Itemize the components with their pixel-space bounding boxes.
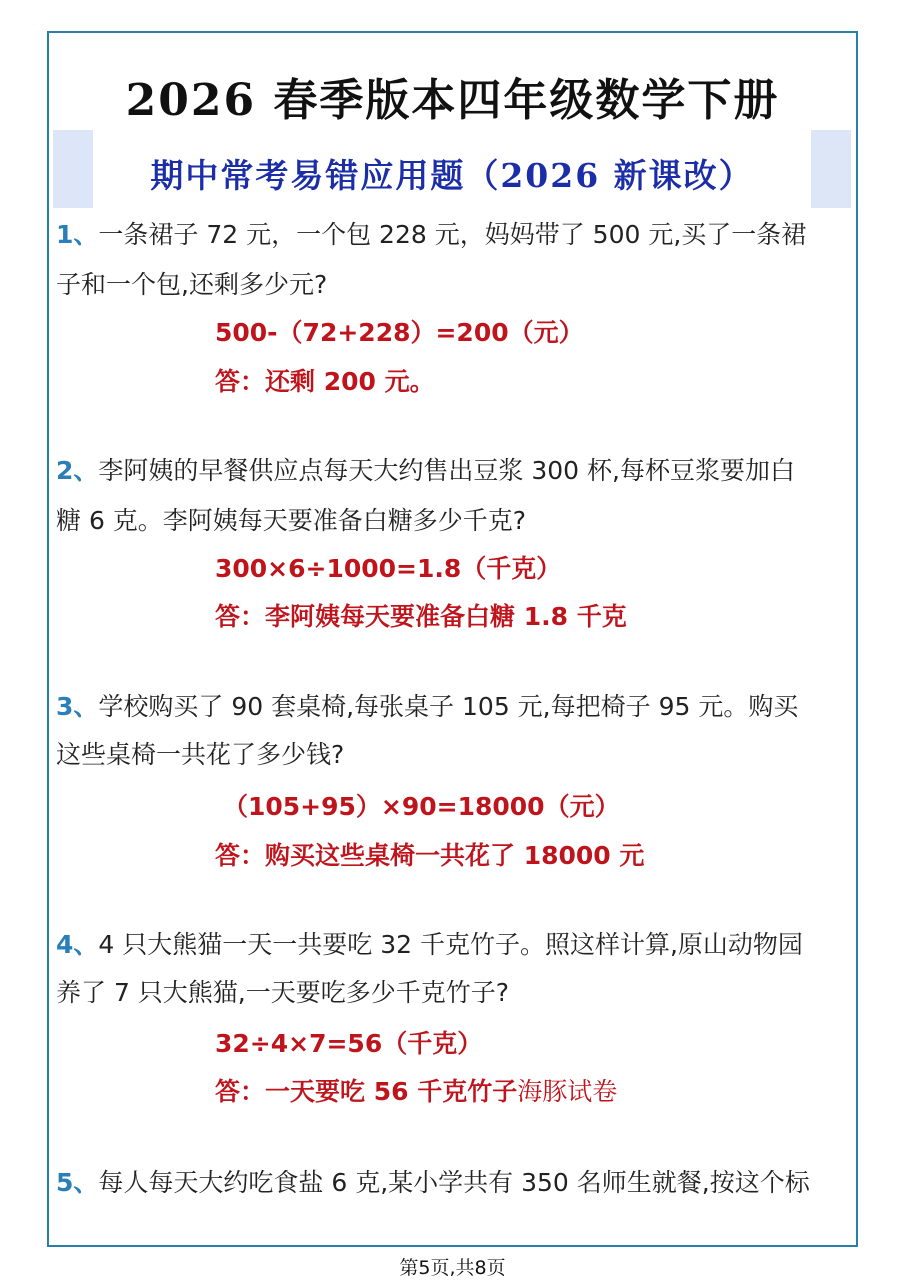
question-number: 4、 (56, 930, 99, 959)
question-line: 4 只大熊猫一天一共要吃 32 千克竹子。照这样计算,原山动物园 (98, 930, 803, 959)
page-title: 2026 春季版本四年级数学下册 (125, 75, 780, 126)
question-4-text (56, 920, 856, 970)
question-number: 5、 (56, 1168, 99, 1197)
question-1-text-cont (56, 260, 856, 310)
question-1-formula: 500-（72+228）=200（元） (215, 318, 584, 347)
question-3-formula: （105+95）×90=18000（元） (223, 792, 620, 821)
question-4-answer (215, 1072, 617, 1108)
question-line: 这些桌椅一共花了多少钱? (56, 740, 345, 769)
question-line: 糖 6 克。李阿姨每天要准备白糖多少千克? (56, 506, 527, 535)
question-3-text (56, 682, 856, 732)
question-line: 子和一个包,还剩多少元? (56, 270, 328, 299)
answer-text: 答：一天要吃 56 千克竹子 (215, 1077, 518, 1106)
question-4-text-cont (56, 968, 856, 1018)
question-2-text (56, 446, 856, 496)
question-line: 每人每天大约吃食盐 6 克,某小学共有 350 名师生就餐,按这个标 (98, 1168, 810, 1197)
page-footer: 第5页,共8页 (399, 1257, 506, 1279)
question-2-answer: 答：李阿姨每天要准备白糖 1.8 千克 (215, 602, 627, 631)
question-line: 一条裙子 72 元，一个包 228 元，妈妈带了 500 元,买了一条裙 (98, 220, 807, 249)
question-3-answer: 答：购买这些桌椅一共花了 18000 元 (215, 841, 645, 870)
question-1-text (56, 210, 856, 260)
question-5-text (56, 1158, 856, 1208)
question-2-text-cont (56, 496, 856, 546)
question-2-formula: 300×6÷1000=1.8（千克） (215, 554, 562, 583)
question-4-formula: 32÷4×7=56（千克） (215, 1029, 483, 1058)
question-line: 李阿姨的早餐供应点每天大约售出豆浆 300 杯,每杯豆浆要加白 (98, 456, 795, 485)
question-line: 学校购买了 90 套桌椅,每张桌子 105 元,每把椅子 95 元。购买 (98, 692, 799, 721)
question-number: 3、 (56, 692, 99, 721)
question-3-text-cont (56, 730, 856, 780)
question-line: 养了 7 只大熊猫,一天要吃多少千克竹子? (56, 978, 510, 1007)
watermark-text: 海豚试卷 (517, 1077, 618, 1106)
question-1-answer: 答：还剩 200 元。 (215, 367, 435, 396)
question-number: 1、 (56, 220, 99, 249)
question-number: 2、 (56, 456, 99, 485)
page-subtitle: 期中常考易错应用题（2026 新课改） (150, 156, 754, 195)
